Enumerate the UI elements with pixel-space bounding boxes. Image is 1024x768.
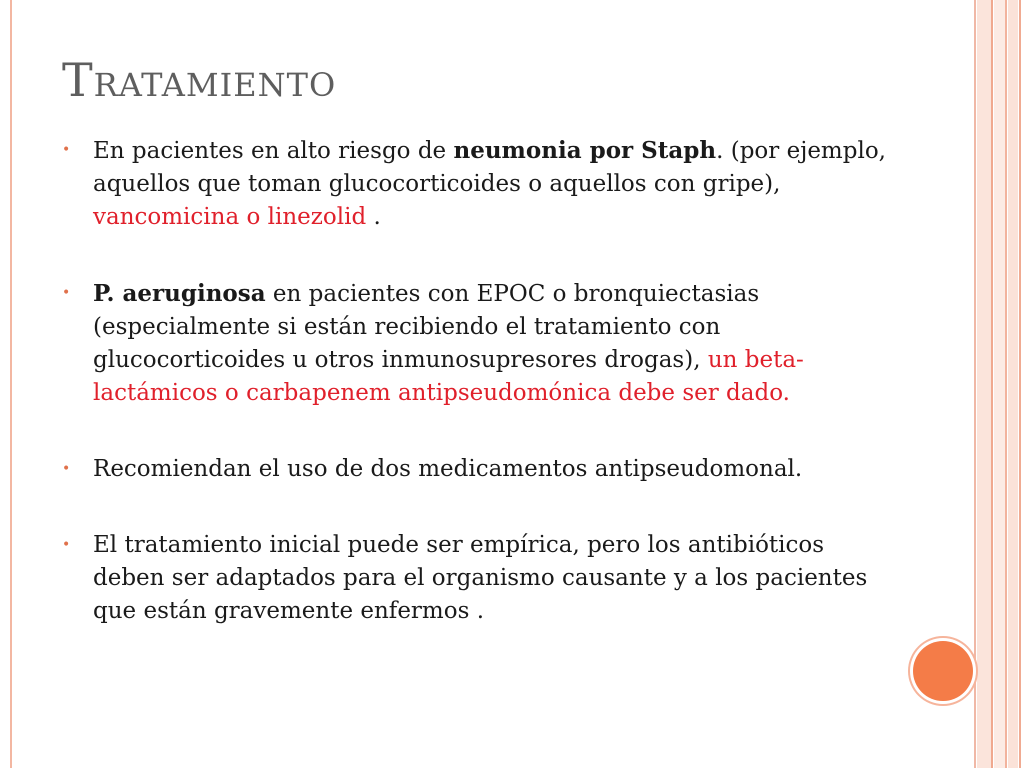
stripe bbox=[1008, 0, 1018, 768]
bullet-item bbox=[62, 529, 902, 628]
left-border-line bbox=[10, 0, 12, 768]
bullet-highlight-text: un beta-lactámicos o carbapenem antipseudomónica debe ser dado. bbox=[93, 347, 804, 406]
bullet-bold-text: neumonia por Staph bbox=[453, 137, 717, 164]
stripe bbox=[974, 0, 976, 768]
bullet-dot-icon: • bbox=[62, 285, 71, 301]
bullet-dot-icon: • bbox=[62, 142, 71, 158]
bullet-bold-text: P. aeruginosa bbox=[93, 280, 266, 307]
bullet-item bbox=[62, 277, 902, 410]
stripe bbox=[991, 0, 993, 768]
bullet-list bbox=[62, 134, 902, 671]
decorative-circle-icon bbox=[913, 641, 973, 701]
bullet-text: Recomiendan el uso de dos medicamentos antipseudomonal. bbox=[93, 456, 803, 482]
bullet-dot-icon: • bbox=[62, 461, 71, 477]
stripe bbox=[977, 0, 991, 768]
bullet-text: El tratamiento inicial puede ser empírica, pero los antibióticos deben ser adaptados para el organismo causante y a los pacientes que están gravemente enfermos . bbox=[93, 532, 868, 624]
bullet-text: . bbox=[366, 204, 381, 230]
bullet-text: En pacientes en alto riesgo de bbox=[93, 138, 454, 164]
right-decorative-stripes bbox=[974, 0, 1024, 768]
bullet-text: . (por ejemplo, aquellos que toman glucocorticoides o aquellos con gripe), bbox=[93, 138, 886, 197]
stripe bbox=[1019, 0, 1021, 768]
bullet-item bbox=[62, 134, 902, 234]
bullet-dot-icon: • bbox=[62, 537, 71, 553]
stripe bbox=[994, 0, 1005, 768]
bullet-highlight-text: vancomicina o linezolid bbox=[93, 204, 367, 230]
stripe bbox=[1005, 0, 1007, 768]
slide-title: Tratamiento bbox=[62, 53, 337, 107]
bullet-text: en pacientes con EPOC o bronquiectasias (especialmente si están recibiendo el tratamiento con glucocorticoides u otros inmunosupresores drogas), bbox=[93, 281, 760, 373]
bullet-item bbox=[62, 453, 902, 486]
